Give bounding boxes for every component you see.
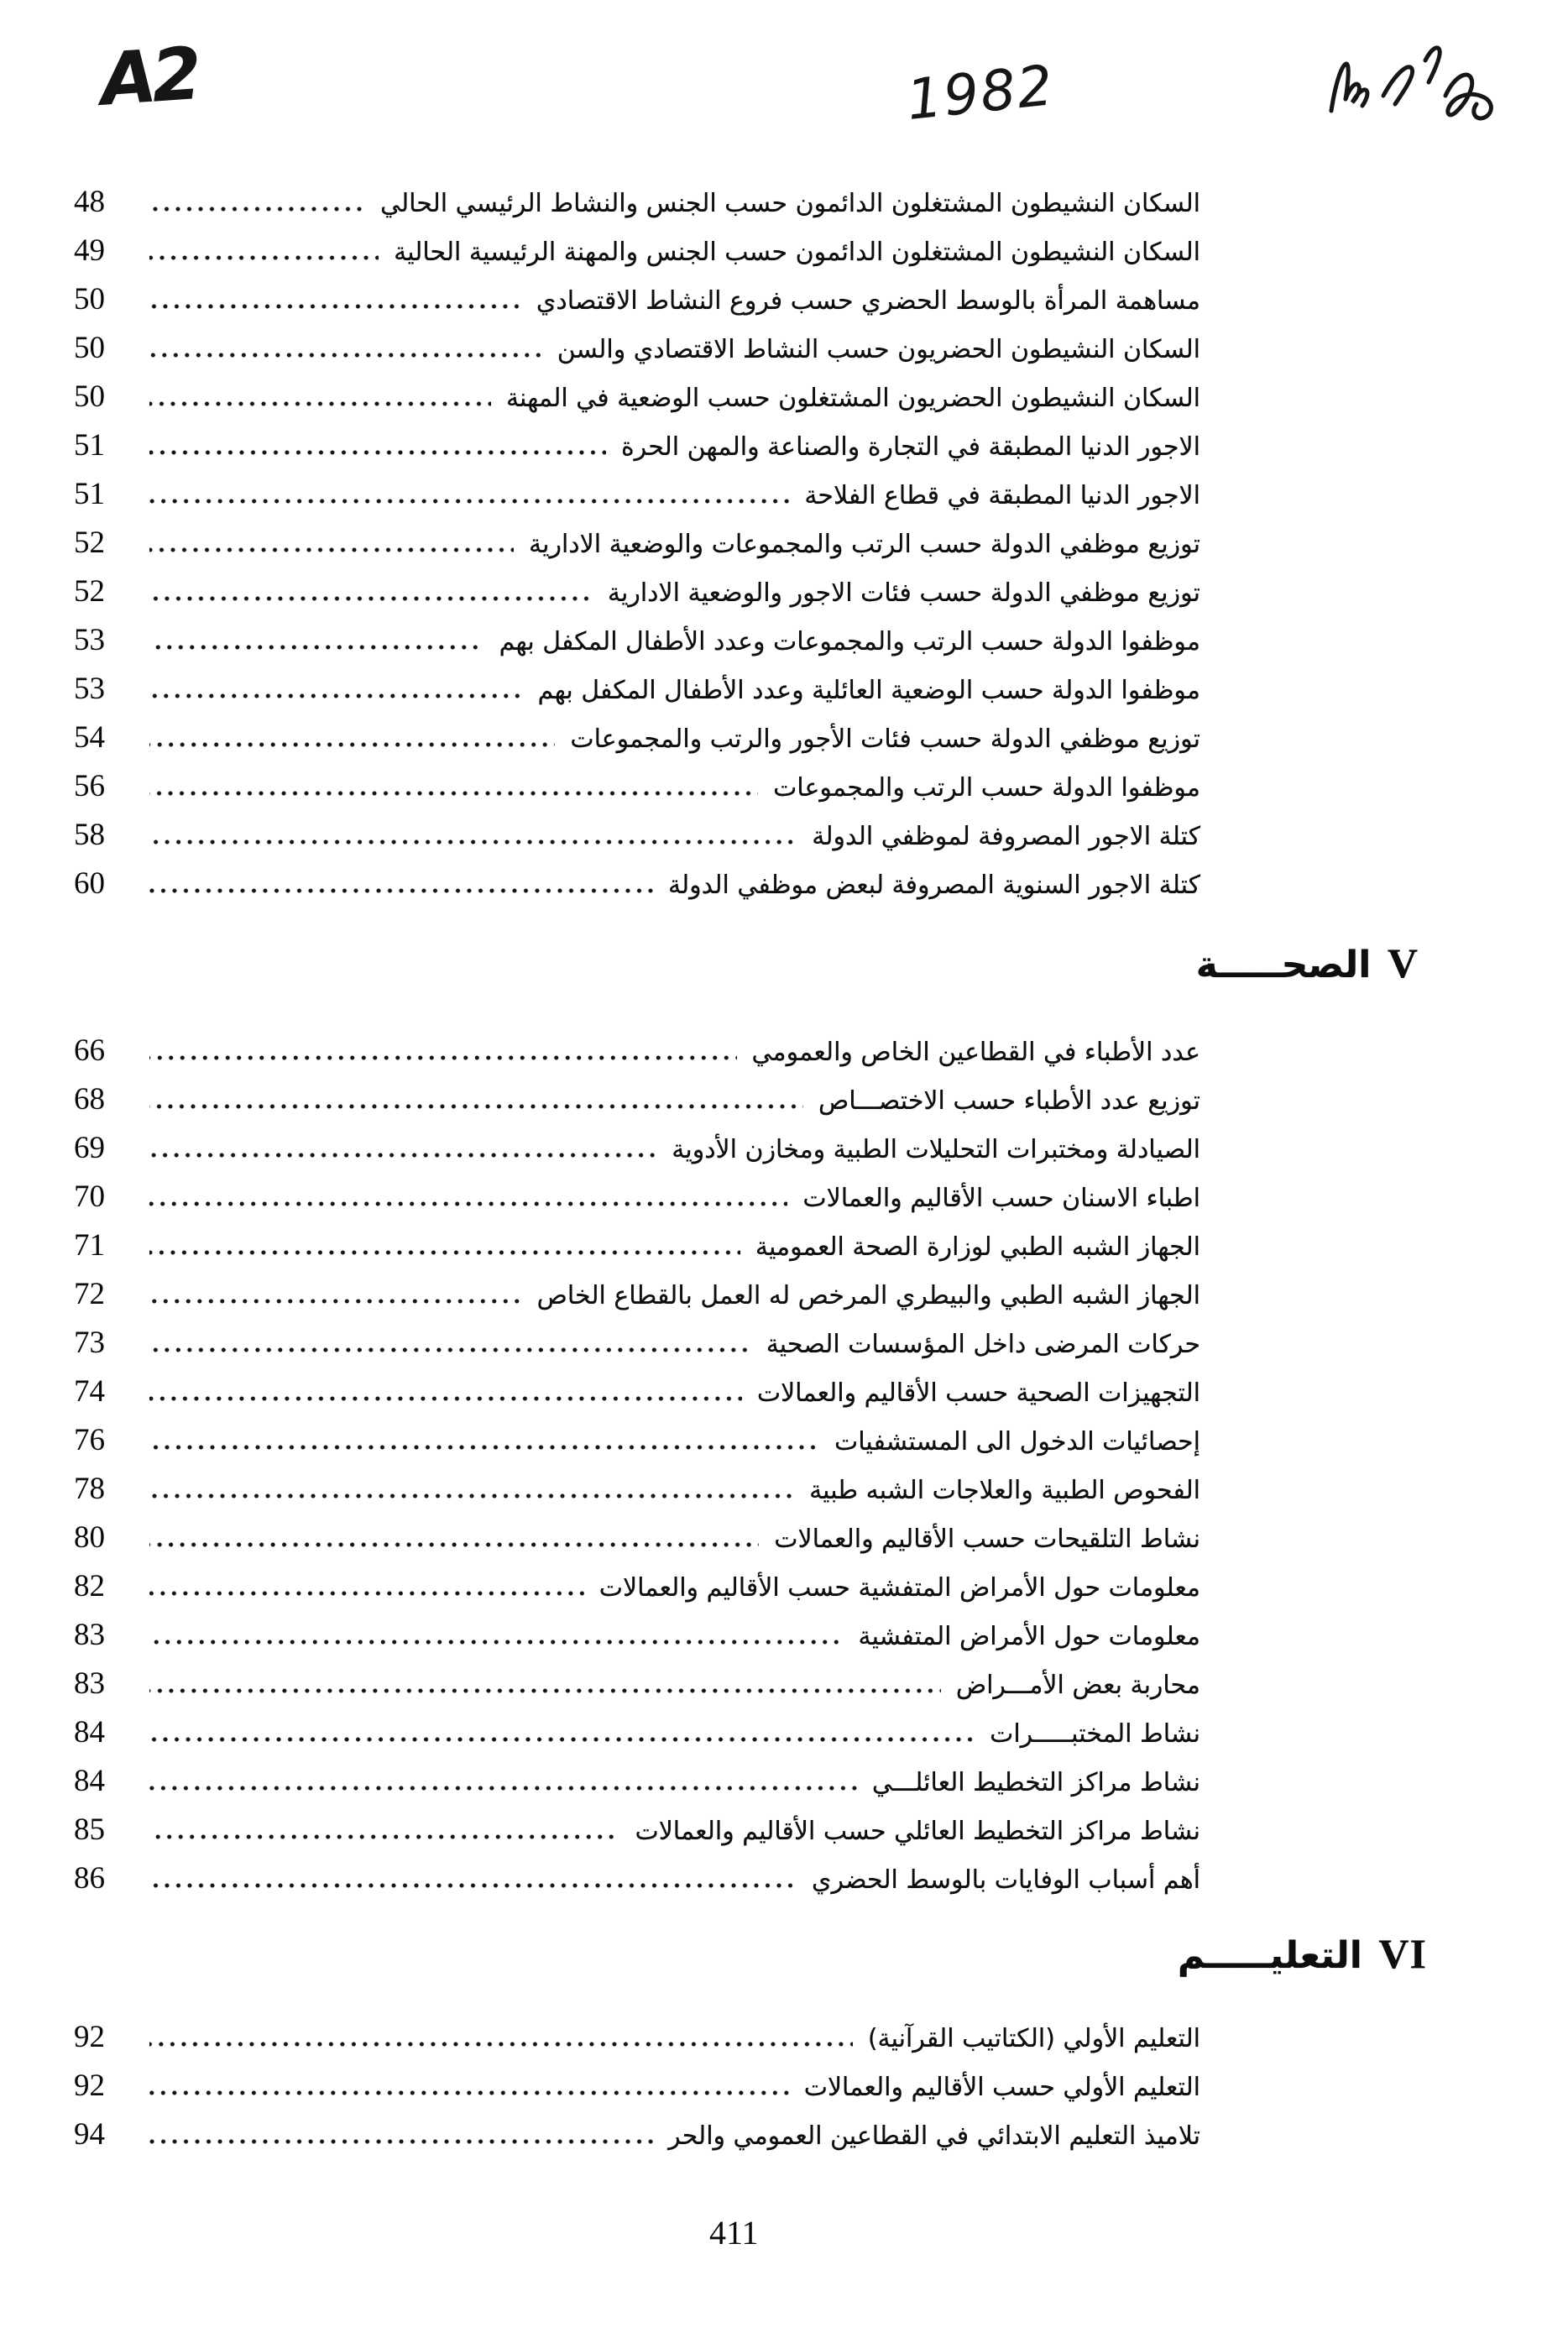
dotted-leader xyxy=(149,1347,751,1352)
toc-entry-title: التعليم الأولي (الكتاتيب القرآنية) xyxy=(867,2024,1200,2053)
dotted-leader xyxy=(149,1153,656,1158)
toc-entry-page-number: 76 xyxy=(74,1423,105,1457)
toc-entry-page-number: 74 xyxy=(74,1374,105,1409)
dotted-leader xyxy=(149,1591,584,1596)
toc-entry xyxy=(74,2013,1200,2062)
section-roman-numeral: VI xyxy=(1378,1930,1427,1977)
dotted-leader xyxy=(149,2042,853,2047)
toc-entry-page-number: 53 xyxy=(74,672,105,706)
dotted-leader xyxy=(149,547,514,552)
toc-entry-page-number: 84 xyxy=(74,1764,105,1798)
toc-entry-page-number: 52 xyxy=(74,526,105,560)
toc-entry-group xyxy=(74,2013,1200,2159)
dotted-leader xyxy=(149,1396,742,1401)
toc-entry-title: إحصائيات الدخول الى المستشفيات xyxy=(834,1427,1200,1457)
section-header-education xyxy=(1178,1929,1427,1978)
toc-entry xyxy=(74,1806,1200,1854)
handwritten-signature-icon xyxy=(1318,34,1519,134)
toc-entry-title: كتلة الاجور السنوية المصروفة لبعض موظفي الدولة xyxy=(667,871,1200,900)
toc-entry-title: الاجور الدنيا المطبقة في قطاع الفلاحة xyxy=(804,481,1200,510)
toc-entry xyxy=(74,373,1200,421)
toc-entry-page-number: 51 xyxy=(74,428,105,463)
dotted-leader xyxy=(149,1786,857,1791)
dotted-leader xyxy=(149,1299,522,1304)
toc-entry xyxy=(74,616,1200,665)
toc-entry-page-number: 49 xyxy=(74,233,105,268)
toc-entry-page-number: 54 xyxy=(74,720,105,755)
toc-entry-page-number: 52 xyxy=(74,574,105,609)
toc-entry-title: التجهيزات الصحية حسب الأقاليم والعمالات xyxy=(756,1378,1200,1408)
toc-entry-page-number: 83 xyxy=(74,1666,105,1701)
toc-entry xyxy=(74,1368,1200,1416)
toc-entry-page-number: 73 xyxy=(74,1326,105,1360)
toc-entry-title: تلاميذ التعليم الابتدائي في القطاعين العمومي والحر xyxy=(668,2121,1200,2151)
toc-entry xyxy=(74,860,1200,908)
toc-entry-title: الجهاز الشبه الطبي لوزارة الصحة العمومية xyxy=(755,1232,1200,1262)
toc-entry-page-number: 50 xyxy=(74,331,105,365)
toc-entry xyxy=(74,762,1200,811)
toc-entry-title: الفحوص الطبية والعلاجات الشبه طبية xyxy=(809,1476,1200,1505)
toc-entry xyxy=(74,1562,1200,1611)
toc-entry-page-number: 78 xyxy=(74,1472,105,1506)
toc-entry-title: عدد الأطباء في القطاعين الخاص والعمومي xyxy=(751,1038,1200,1067)
toc-entry-title: معلومات حول الأمراض المتفشية xyxy=(858,1622,1200,1651)
dotted-leader xyxy=(149,401,491,406)
toc-entry-title: السكان النشيطون المشتغلون الدائمون حسب الجنس والنشاط الرئيسي الحالي xyxy=(380,189,1200,218)
toc-entry-title: توزيع موظفي الدولة حسب فئات الاجور والوضعية الادارية xyxy=(607,578,1200,608)
toc-entry-title: الجهاز الشبه الطبي والبيطري المرخص له العمل بالقطاع الخاص xyxy=(536,1281,1200,1310)
toc-entry-page-number: 48 xyxy=(74,185,105,219)
toc-entry-title: موظفوا الدولة حسب الوضعية العائلية وعدد الأطفال المكفل بهم xyxy=(537,676,1200,705)
toc-entry-title: حركات المرضى داخل المؤسسات الصحية xyxy=(766,1330,1200,1359)
toc-entry xyxy=(74,1075,1200,1124)
toc-entry xyxy=(74,324,1200,373)
dotted-leader xyxy=(149,1055,737,1060)
dotted-leader xyxy=(149,645,484,650)
dotted-leader xyxy=(149,304,521,309)
toc-entry-page-number: 69 xyxy=(74,1131,105,1165)
toc-entry-title: توزيع موظفي الدولة حسب الرتب والمجموعات والوضعية الادارية xyxy=(529,530,1200,559)
toc-entry-title: كتلة الاجور المصروفة لموظفي الدولة xyxy=(812,822,1200,851)
toc-entry xyxy=(74,227,1200,275)
toc-entry-page-number: 82 xyxy=(74,1569,105,1603)
toc-entry-page-number: 60 xyxy=(74,866,105,901)
toc-entry xyxy=(74,1124,1200,1173)
toc-entry-title: نشاط التلقيحات حسب الأقاليم والعمالات xyxy=(774,1525,1200,1554)
dotted-leader xyxy=(149,693,523,698)
toc-entry xyxy=(74,1611,1200,1660)
toc-entry xyxy=(74,1270,1200,1319)
dotted-leader xyxy=(149,2090,789,2095)
toc-entry xyxy=(74,519,1200,568)
toc-entry xyxy=(74,665,1200,714)
toc-entry-page-number: 66 xyxy=(74,1033,105,1068)
dotted-leader xyxy=(149,1688,941,1693)
toc-entry-title: الاجور الدنيا المطبقة في التجارة والصناعة والمهن الحرة xyxy=(620,432,1200,462)
toc-entry-page-number: 85 xyxy=(74,1812,105,1847)
toc-entry-title: موظفوا الدولة حسب الرتب والمجموعات xyxy=(773,773,1200,803)
toc-entry xyxy=(74,1465,1200,1514)
toc-entry-group xyxy=(74,178,1200,908)
dotted-leader xyxy=(149,1201,787,1206)
dotted-leader xyxy=(149,839,797,845)
section-roman-numeral: V xyxy=(1387,939,1419,986)
dotted-leader xyxy=(149,791,758,796)
dotted-leader xyxy=(149,1445,819,1450)
dotted-leader xyxy=(149,1640,844,1645)
toc-entry xyxy=(74,1708,1200,1757)
toc-entry-title: توزيع موظفي الدولة حسب فئات الأجور والرتب والمجموعات xyxy=(570,724,1200,754)
toc-entry xyxy=(74,811,1200,860)
toc-entry-title: نشاط المختبـــــرات xyxy=(990,1719,1200,1749)
toc-entry-title: توزيع عدد الأطباء حسب الاختصـــاص xyxy=(818,1086,1200,1116)
dotted-leader xyxy=(149,1834,619,1839)
toc-entry-title: الصيادلة ومختبرات التحليلات الطبية ومخازن الأدوية xyxy=(672,1135,1200,1164)
toc-entry-page-number: 56 xyxy=(74,769,105,803)
dotted-leader xyxy=(149,255,379,260)
dotted-leader xyxy=(149,353,542,358)
toc-entry xyxy=(74,470,1200,519)
toc-entry xyxy=(74,1660,1200,1708)
toc-entry-title: مساهمة المرأة بالوسط الحضري حسب فروع النشاط الاقتصادي xyxy=(536,286,1200,316)
toc-entry xyxy=(74,714,1200,762)
section-title: الصحـــــة xyxy=(1195,944,1372,986)
toc-entry-page-number: 92 xyxy=(74,2069,105,2103)
dotted-leader xyxy=(149,1542,759,1547)
toc-entry xyxy=(74,1757,1200,1806)
toc-entry xyxy=(74,1319,1200,1368)
toc-entry-page-number: 80 xyxy=(74,1520,105,1555)
toc-entry-page-number: 83 xyxy=(74,1618,105,1652)
toc-entry-title: التعليم الأولي حسب الأقاليم والعمالات xyxy=(803,2073,1200,2102)
dotted-leader xyxy=(149,499,789,504)
dotted-leader xyxy=(149,888,653,893)
toc-entry-title: موظفوا الدولة حسب الرتب والمجموعات وعدد الأطفال المكفل بهم xyxy=(499,627,1200,656)
toc-entry-title: السكان النشيطون الحضريون المشتغلون حسب الوضعية في المهنة xyxy=(505,384,1200,413)
dotted-leader xyxy=(149,1104,803,1109)
toc-entry-page-number: 53 xyxy=(74,623,105,657)
section-title: التعليـــــم xyxy=(1177,1934,1362,1977)
toc-entry-title: نشاط مراكز التخطيط العائلـــي xyxy=(871,1768,1200,1797)
toc-entry-title: السكان النشيطون الحضريون حسب النشاط الاقتصادي والسن xyxy=(557,335,1200,364)
toc-entry-page-number: 86 xyxy=(74,1861,105,1896)
toc-entry xyxy=(74,2062,1200,2110)
toc-entry-page-number: 50 xyxy=(74,282,105,316)
dotted-leader xyxy=(149,207,365,212)
dotted-leader xyxy=(149,1250,740,1255)
handwritten-note-a2: A2 xyxy=(97,32,200,123)
dotted-leader xyxy=(149,1737,975,1742)
dotted-leader xyxy=(149,596,593,601)
toc-entry-page-number: 71 xyxy=(74,1228,105,1263)
toc-entry xyxy=(74,178,1200,227)
toc-entry xyxy=(74,1854,1200,1903)
toc-entry xyxy=(74,275,1200,324)
dotted-leader xyxy=(149,1883,797,1888)
toc-entry xyxy=(74,1027,1200,1075)
toc-entry-page-number: 51 xyxy=(74,477,105,511)
toc-entry-page-number: 92 xyxy=(74,2020,105,2054)
toc-entry-title: أهم أسباب الوفايات بالوسط الحضري xyxy=(812,1865,1200,1895)
toc-entry-page-number: 50 xyxy=(74,379,105,414)
toc-entry-title: اطباء الاسنان حسب الأقاليم والعمالات xyxy=(802,1184,1200,1213)
toc-entry xyxy=(74,568,1200,616)
toc-entry xyxy=(74,1173,1200,1221)
toc-entry-page-number: 58 xyxy=(74,818,105,852)
toc-entry-group xyxy=(74,1027,1200,1903)
section-header-health xyxy=(1196,939,1419,987)
toc-entry-page-number: 68 xyxy=(74,1082,105,1117)
dotted-leader xyxy=(149,450,606,455)
toc-entry xyxy=(74,421,1200,470)
toc-entry xyxy=(74,1221,1200,1270)
toc-entry-page-number: 84 xyxy=(74,1715,105,1750)
toc-entry xyxy=(74,1514,1200,1562)
dotted-leader xyxy=(149,1493,794,1499)
toc-entry-title: نشاط مراكز التخطيط العائلي حسب الأقاليم والعمالات xyxy=(635,1817,1200,1846)
toc-entry xyxy=(74,1416,1200,1465)
toc-entry xyxy=(74,2110,1200,2159)
toc-entry-page-number: 72 xyxy=(74,1277,105,1311)
dotted-leader xyxy=(149,742,555,747)
toc-entry-title: محاربة بعض الأمـــراض xyxy=(955,1671,1200,1700)
toc-entry-title: معلومات حول الأمراض المتفشية حسب الأقاليم والعمالات xyxy=(598,1573,1200,1603)
handwritten-note-year: 1982 xyxy=(903,53,1058,133)
toc-entry-page-number: 94 xyxy=(74,2117,105,2152)
toc-entry-title: السكان النشيطون المشتغلون الدائمون حسب الجنس والمهنة الرئيسية الحالية xyxy=(394,238,1200,267)
dotted-leader xyxy=(149,2139,653,2144)
page-number: 411 xyxy=(709,2214,759,2252)
toc-entry-page-number: 70 xyxy=(74,1179,105,1214)
